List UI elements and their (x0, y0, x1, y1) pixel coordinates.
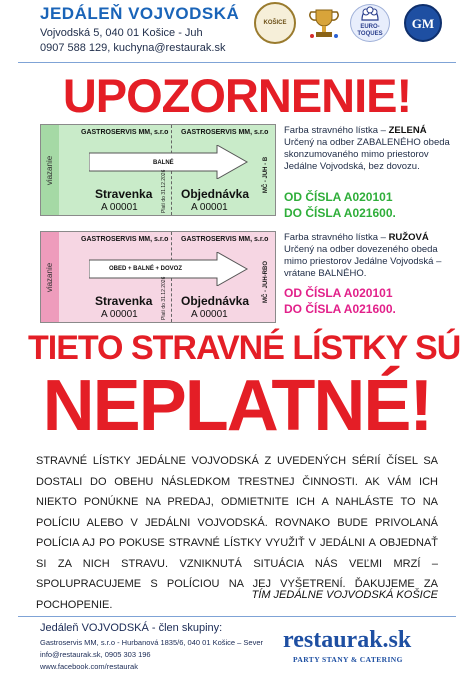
footer-company-address: Gastroservis MM, s.r.o - Hurbanová 1835/6, 040 01 Košice – Sever (40, 638, 264, 647)
ticket-company: GASTROSERVIS MM, s.r.o (81, 236, 169, 243)
brand-logo: restaurak.sk (283, 627, 412, 653)
ticket-number-right: A 00001 (191, 202, 228, 213)
ticket-number-left: A 00001 (101, 309, 138, 320)
pink-range-to: DO ČÍSLA A021600. (284, 302, 396, 316)
ticket-code: MČ - JUH-RBO (263, 261, 269, 303)
ticket-objednavka-label: Objednávka (181, 294, 250, 308)
ticket-valid-date: Platí do 31.12.2026 (161, 276, 167, 320)
green-range-to: DO ČÍSLA A021600. (284, 206, 396, 220)
ticket-number-right: A 00001 (191, 309, 228, 320)
restaurant-contact: 0907 588 129, kuchyna@restaurak.sk (40, 42, 226, 54)
ticket-valid-date: Platí do 31.12.2026 (161, 169, 167, 213)
pink-ticket-text: Určený na odber dovezeného obeda mimo priestorov Jedálne Vojvodská – vrátane BALNÉHO. (284, 244, 442, 279)
ticket-side-label: viazanie (45, 155, 55, 185)
header-divider (18, 62, 456, 63)
green-color-name: ZELENÁ (388, 125, 427, 136)
footer-divider (18, 616, 456, 617)
ticket-company-right: GASTROSERVIS MM, s.r.o (181, 129, 269, 136)
green-ticket-description: Farba stravného lístka – ZELENÁ Určený na odber ZABALENÉHO obeda skonzumovaného mimo priestorov Jedálne Vojvodská, bez dovozu. (284, 125, 450, 172)
pink-color-name: RUŽOVÁ (388, 232, 429, 243)
green-ticket-image (40, 124, 276, 216)
notice-signature: TÍM JEDÁLNE VOJVODSKÁ KOŠICE (251, 589, 438, 601)
pink-ticket-image (40, 231, 276, 323)
ticket-stravenka-label: Stravenka (95, 294, 153, 308)
euro-toques-logo: EURO-TOQUES (350, 4, 390, 42)
pink-range-from: OD ČÍSLA A020101 (284, 286, 393, 300)
warning-headline: UPOZORNENIE! (62, 69, 412, 122)
ticket-company-right: GASTROSERVIS MM, s.r.o (181, 236, 269, 243)
brand-tagline: PARTY STANY & CATERING (293, 655, 403, 664)
invalid-tickets-headline: TIETO STRAVNÉ LÍSTKY SÚ (28, 329, 461, 367)
ticket-code: MČ - JUH - B (263, 156, 269, 194)
pink-ticket-description: Farba stravného lístka – RUŽOVÁ Určený na odber dovezeného obeda mimo priestorov Jedálne Vojvodská – vrátane BALNÉHO. (284, 232, 442, 279)
notice-paragraph: STRAVNÉ LÍSTKY JEDÁLNE VOJVODSKÁ Z UVEDENÝCH SÉRIÍ ČÍSEL SA DOSTALI DO OBEHU NÁSLEDKOM TRESTNEJ ČINNOSTI. AK VÁM ICH NIEKTO PONÚKNE NA PREDAJ, ODMIETNITE ICH A NAHLÁSTE TO NA POLÍCIU ALEBO V JEDÁLNI VOJVODSKÁ. ROVNAKO BUDE PRIVOLANÁ POLÍCIA AJ PO POKUSE STRAVNÉ LÍSTKY VYUŽIŤ V JEDÁLNI A OBJEDNAŤ SI ZA NICH STRAVU. VZNIKNUTÁ SITUÁCIA NÁS VEĽMI MRZÍ – SPOLUPRACUJEME S POLÍCIOU NA JEJ VYŠETRENÍ. ĎAKUJEME ZA POCHOPENIE. (36, 455, 438, 611)
green-ticket-text: Určený na odber ZABALENÉHO obeda skonzumovaného mimo priestorov Jedálne Vojvodská, bez dovozu. (284, 137, 450, 172)
ticket-number-left: A 00001 (101, 202, 138, 213)
gastro-award-logo: KOŠICE (254, 2, 296, 44)
restaurant-address: Vojvodská 5, 040 01 Košice - Juh (40, 27, 203, 39)
ticket-arrow-label: BALNÉ (153, 160, 174, 166)
restaurant-name: JEDÁLEŇ VOJVODSKÁ (40, 4, 240, 23)
invalid-headline: NEPLATNÉ! (42, 366, 432, 446)
footer-email-phone: info@restaurak.sk, 0905 303 196 (40, 650, 151, 659)
ticket-side-label: viazanie (45, 262, 55, 292)
footer-title: Jedáleň VOJVODSKÁ - člen skupiny: (40, 622, 223, 634)
ticket-stravenka-label: Stravenka (95, 187, 153, 201)
ticket-company: GASTROSERVIS MM, s.r.o (81, 129, 169, 136)
ticket-arrow-label: OBED + BALNÉ + DOVOZ (109, 266, 183, 272)
footer-facebook-link[interactable]: www.facebook.com/restaurak (40, 662, 138, 671)
ticket-objednavka-label: Objednávka (181, 187, 250, 201)
trophy-icon (304, 6, 344, 42)
green-range-from: OD ČÍSLA A020101 (284, 190, 393, 204)
gm-logo: GM (404, 4, 442, 42)
